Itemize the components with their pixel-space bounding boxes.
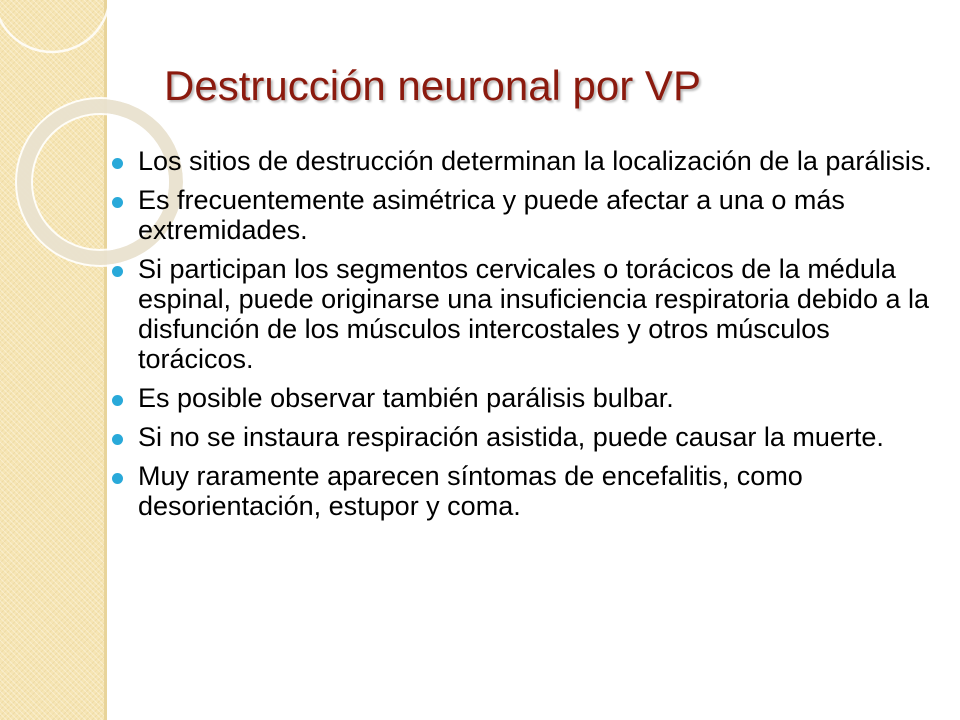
bullet-text: Los sitios de destrucción determinan la localización de la parálisis. — [138, 146, 932, 176]
bullet-text: Si no se instaura respiración asistida, puede causar la muerte. — [138, 422, 884, 452]
bullet-item — [108, 254, 944, 374]
bullet-dot-icon — [112, 158, 123, 169]
slide-title: Destrucción neuronal por VP — [164, 62, 701, 109]
bullet-dot-icon — [112, 197, 123, 208]
bullet-text: Es frecuentemente asimétrica y puede afectar a una o más extremidades. — [138, 185, 845, 245]
bullet-dot-icon — [112, 395, 123, 406]
decorative-circle-top — [0, 0, 110, 52]
bullet-text: Muy raramente aparecen síntomas de encefalitis, como desorientación, estupor y coma. — [138, 461, 803, 521]
bullet-dot-icon — [112, 434, 123, 445]
bullet-item — [108, 422, 944, 452]
bullet-item — [108, 185, 944, 245]
bullet-text: Es posible observar también parálisis bulbar. — [138, 383, 674, 413]
bullet-dot-icon — [112, 266, 123, 277]
bullet-item — [108, 146, 944, 176]
bullet-dot-icon — [112, 473, 123, 484]
bullet-item — [108, 461, 944, 521]
bullet-item — [108, 383, 944, 413]
bullet-text: Si participan los segmentos cervicales o torácicos de la médula espinal, puede originarse una insuficiencia respiratoria debido a la disfunción de los músculos intercostales y otros músculos torácicos. — [138, 254, 930, 374]
bullet-list — [108, 146, 944, 530]
